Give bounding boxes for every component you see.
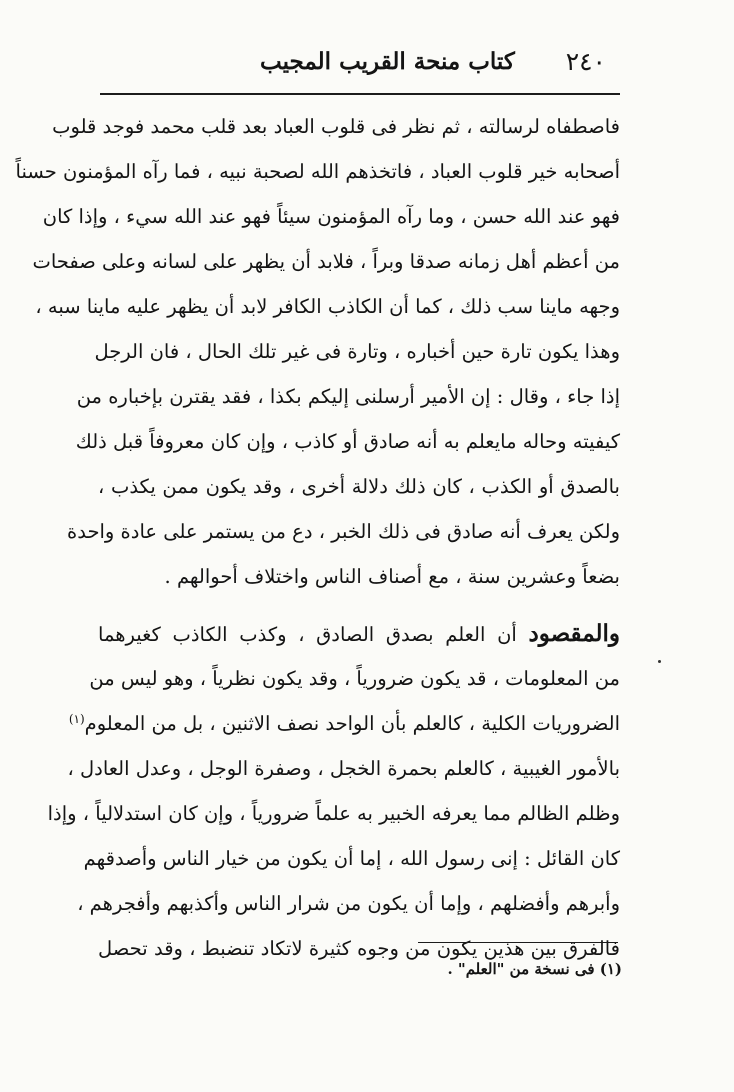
text-line: وأبرهم وأفضلهم ، وإما أن يكون من شرار الناس وأكذبهم وأفجرهم ، xyxy=(77,892,620,915)
text-span: أن العلم بصدق الصادق ، وكذب الكاذب كغيرهما xyxy=(98,623,517,646)
text-line: وجهه ماينا سب ذلك ، كما أن الكاذب الكافر لابد أن يظهر عليه ماينا سبه ، xyxy=(35,295,620,318)
text-line: كيفيته وحاله مايعلم به أنه صادق أو كاذب ، وإن كان معروفاً قبل ذلك xyxy=(75,430,620,453)
text-line-with-footnote xyxy=(68,701,620,746)
header-divider xyxy=(100,93,620,95)
paragraph-opening-line xyxy=(98,611,620,656)
book-title: كتاب منحة القريب المجيب xyxy=(260,48,515,75)
paragraph-lead-word: والمقصود xyxy=(528,620,620,647)
text-line: بالأمور الغيبية ، كالعلم بحمرة الخجل ، وصفرة الوجل ، وعدل العادل ، xyxy=(67,757,620,780)
footnote-divider xyxy=(418,942,618,943)
print-speck xyxy=(658,660,661,663)
text-line: فاصطفاه لرسالته ، ثم نظر فى قلوب العباد بعد قلب محمد فوجد قلوب xyxy=(52,115,620,138)
text-line: ولكن يعرف أنه صادق فى ذلك الخبر ، دع من يستمر على عادة واحدة xyxy=(67,520,620,543)
text-line: كان القائل : إنى رسول الله ، إما أن يكون من خيار الناس وأصدقهم xyxy=(83,847,620,870)
text-line: أصحابه خير قلوب العباد ، فاتخذهم الله لصحبة نبيه ، فما رآه المؤمنون حسناً xyxy=(15,160,620,183)
text-line: من أعظم أهل زمانه صدقا وبراً ، فلابد أن يظهر على لسانه وعلى صفحات xyxy=(32,250,620,273)
footnote-marker: (١) xyxy=(68,711,85,726)
body-text xyxy=(15,104,620,971)
text-line: بالصدق أو الكذب ، كان ذلك دلالة أخرى ، وقد يكون ممن يكذب ، xyxy=(98,475,620,498)
text-line: فهو عند الله حسن ، وما رآه المؤمنون سيئاً فهو عند الله سيء ، وإذا كان xyxy=(42,205,620,228)
text-line: إذا جاء ، وقال : إن الأمير أرسلنى إليكم بكذا ، فقد يقترن بإخباره من xyxy=(76,385,620,408)
page-number: ٢٤٠ xyxy=(565,47,606,76)
page-header xyxy=(100,44,616,84)
text-line: من المعلومات ، قد يكون ضرورياً ، وقد يكون نظرياً ، وهو ليس من xyxy=(89,667,620,690)
text-span: الضروريات الكلية ، كالعلم بأن الواحد نصف الاثنين ، بل من المعلوم xyxy=(84,712,620,735)
paragraph-gap xyxy=(98,599,620,611)
text-line: وهذا يكون تارة حين أخباره ، وتارة فى غير تلك الحال ، فان الرجل xyxy=(94,340,620,363)
text-line: وظلم الظالم مما يعرفه الخبير به علماً ضرورياً ، وإن كان استدلالياً ، وإذا xyxy=(47,802,620,825)
paragraph-end-line: بضعاً وعشرين سنة ، مع أصناف الناس واختلاف أحوالهم . xyxy=(164,565,620,588)
text-line: فالفرق بين هذين يكون من وجوه كثيرة لاتكاد تنضبط ، وقد تحصل xyxy=(98,937,620,960)
footnote: (١) فى نسخة من "العلم" . xyxy=(447,960,622,978)
